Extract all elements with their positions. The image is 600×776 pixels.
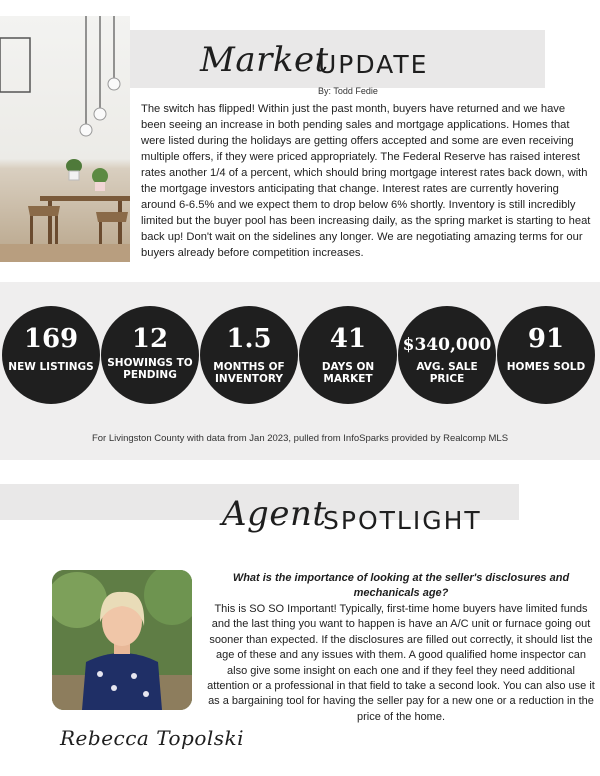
agent-blouse	[82, 653, 162, 710]
stat-label: AVG. SALE PRICE	[416, 361, 478, 385]
floor	[0, 244, 130, 262]
blouse-pattern	[97, 671, 103, 677]
plant-leaves	[92, 168, 108, 184]
market-update-body: The switch has flipped! Within just the past month, buyers have returned and we have been seeing an increase in both pending sales and mortgage applications. Homes that were listed during the holidays are getting offers accepted and some are even receiving multiple offers, if they were priced appropriately. The Federal Reserve has raised interest rates another 1/4 of a percent, which should bring mortgage interest rates back down, with the mortgage investors anticipating that change. Interest rates are currently hovering around 6-6.5% and we expect them to drop below 6% shortly. Inventory is still incredibly limited but the buyer pool has been increasing daily, as the spring market is starting to heat back up! Don't wait on the sidelines any longer. We are negotiating amazing terms for our buyers already before competition increases.	[141, 103, 591, 259]
pendant-bulb	[94, 108, 106, 120]
stat-months-of-inventory	[200, 306, 298, 404]
blouse-pattern	[143, 691, 149, 697]
agent-portrait-illustration	[52, 570, 192, 710]
stat-homes-sold	[497, 306, 595, 404]
pendant-bulb	[108, 78, 120, 90]
pendant-bulb	[80, 124, 92, 136]
stat-value: 91	[527, 324, 565, 354]
chair-seat	[96, 212, 128, 222]
byline: By: Todd Fedie	[318, 86, 378, 96]
stat-value: 169	[23, 324, 79, 354]
dining-room-photo	[0, 16, 130, 262]
market-script-title: Market	[200, 40, 329, 80]
spotlight-question: What is the importance of looking at the seller's disclosures and mechanicals age?	[232, 572, 570, 599]
plant-pot	[69, 171, 79, 180]
blouse-pattern	[131, 673, 137, 679]
table-top	[40, 196, 130, 201]
wall-frame-shape	[0, 38, 30, 92]
update-title: UPDATE	[318, 50, 429, 79]
stat-label: SHOWINGS TO PENDING	[107, 357, 193, 381]
stat-new-listings	[2, 306, 100, 404]
stat-label: MONTHS OF INVENTORY	[213, 361, 285, 385]
stat-value: 1.5	[226, 324, 272, 354]
stats-source-note: For Livingston County with data from Jan 2023, pulled from InfoSparks provided by Realcomp MLS	[91, 433, 509, 444]
stat-showings-to-pending	[101, 306, 199, 404]
stat-value: 12	[131, 324, 169, 354]
blouse-pattern	[111, 685, 117, 691]
spotlight-answer: This is SO SO Important! Typically, first-time home buyers have limited funds and the last thing you want to happen is have an A/C unit or furnace going out sooner than expected. If the disclosures are filled out correctly, it should list the age of these and any issues with them. A good qualified home inspector can also give some insight on each one and if they feel they need additional attention or a professional in that field to take a second look. You can also use it as a bargaining tool for having the seller pay for a new one or a reduction in the price of the home.	[207, 603, 595, 723]
agent-script-title: Agent	[222, 494, 327, 534]
spotlight-title: SPOTLIGHT	[323, 506, 482, 535]
plant-pot	[95, 182, 105, 191]
dining-room-illustration	[0, 16, 130, 262]
stat-avg-sale-price	[398, 306, 496, 404]
stat-label: DAYS ON MARKET	[321, 361, 375, 385]
stat-days-on-market	[299, 306, 397, 404]
agent-photo	[52, 570, 192, 710]
chair-seat	[28, 206, 60, 216]
agent-signature: Rebecca Topolski	[60, 726, 245, 750]
stat-label: HOMES SOLD	[506, 361, 586, 373]
stat-value: $340,000	[402, 335, 492, 355]
stat-label: NEW LISTINGS	[8, 361, 94, 373]
stat-value: 41	[329, 324, 367, 354]
